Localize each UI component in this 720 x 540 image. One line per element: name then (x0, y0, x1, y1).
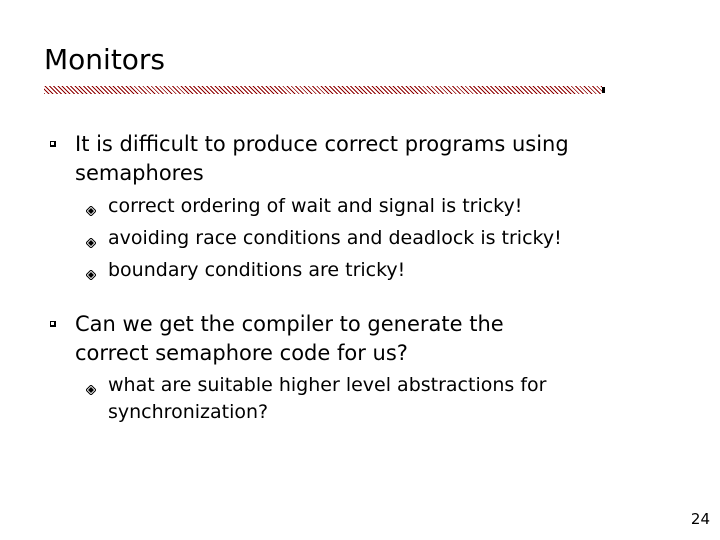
sub-bullet-1-2-text: avoiding race conditions and deadlock is tricky! (108, 227, 562, 249)
sub-bullet-1-1-text: correct ordering of wait and signal is tricky! (108, 195, 523, 217)
bullet-1-text: It is difficult to produce correct programs using semaphores (75, 132, 569, 185)
sub-bullet-1-3-text: boundary conditions are tricky! (108, 259, 406, 281)
square-bullet-icon (50, 141, 56, 147)
diamond-bullet-icon (86, 206, 96, 216)
diamond-bullet-icon (86, 385, 96, 395)
bullet-2-text: Can we get the compiler to generate the correct semaphore code for us? (75, 312, 504, 365)
page-number: 24 (690, 510, 710, 528)
title-underline-rule (44, 86, 602, 94)
square-bullet-icon (50, 321, 56, 327)
diamond-bullet-icon (86, 270, 96, 280)
diamond-bullet-icon (86, 238, 96, 248)
sub-bullet-2-1-text: what are suitable higher level abstractions for synchronization? (108, 374, 547, 423)
slide-title: Monitors (44, 43, 166, 76)
